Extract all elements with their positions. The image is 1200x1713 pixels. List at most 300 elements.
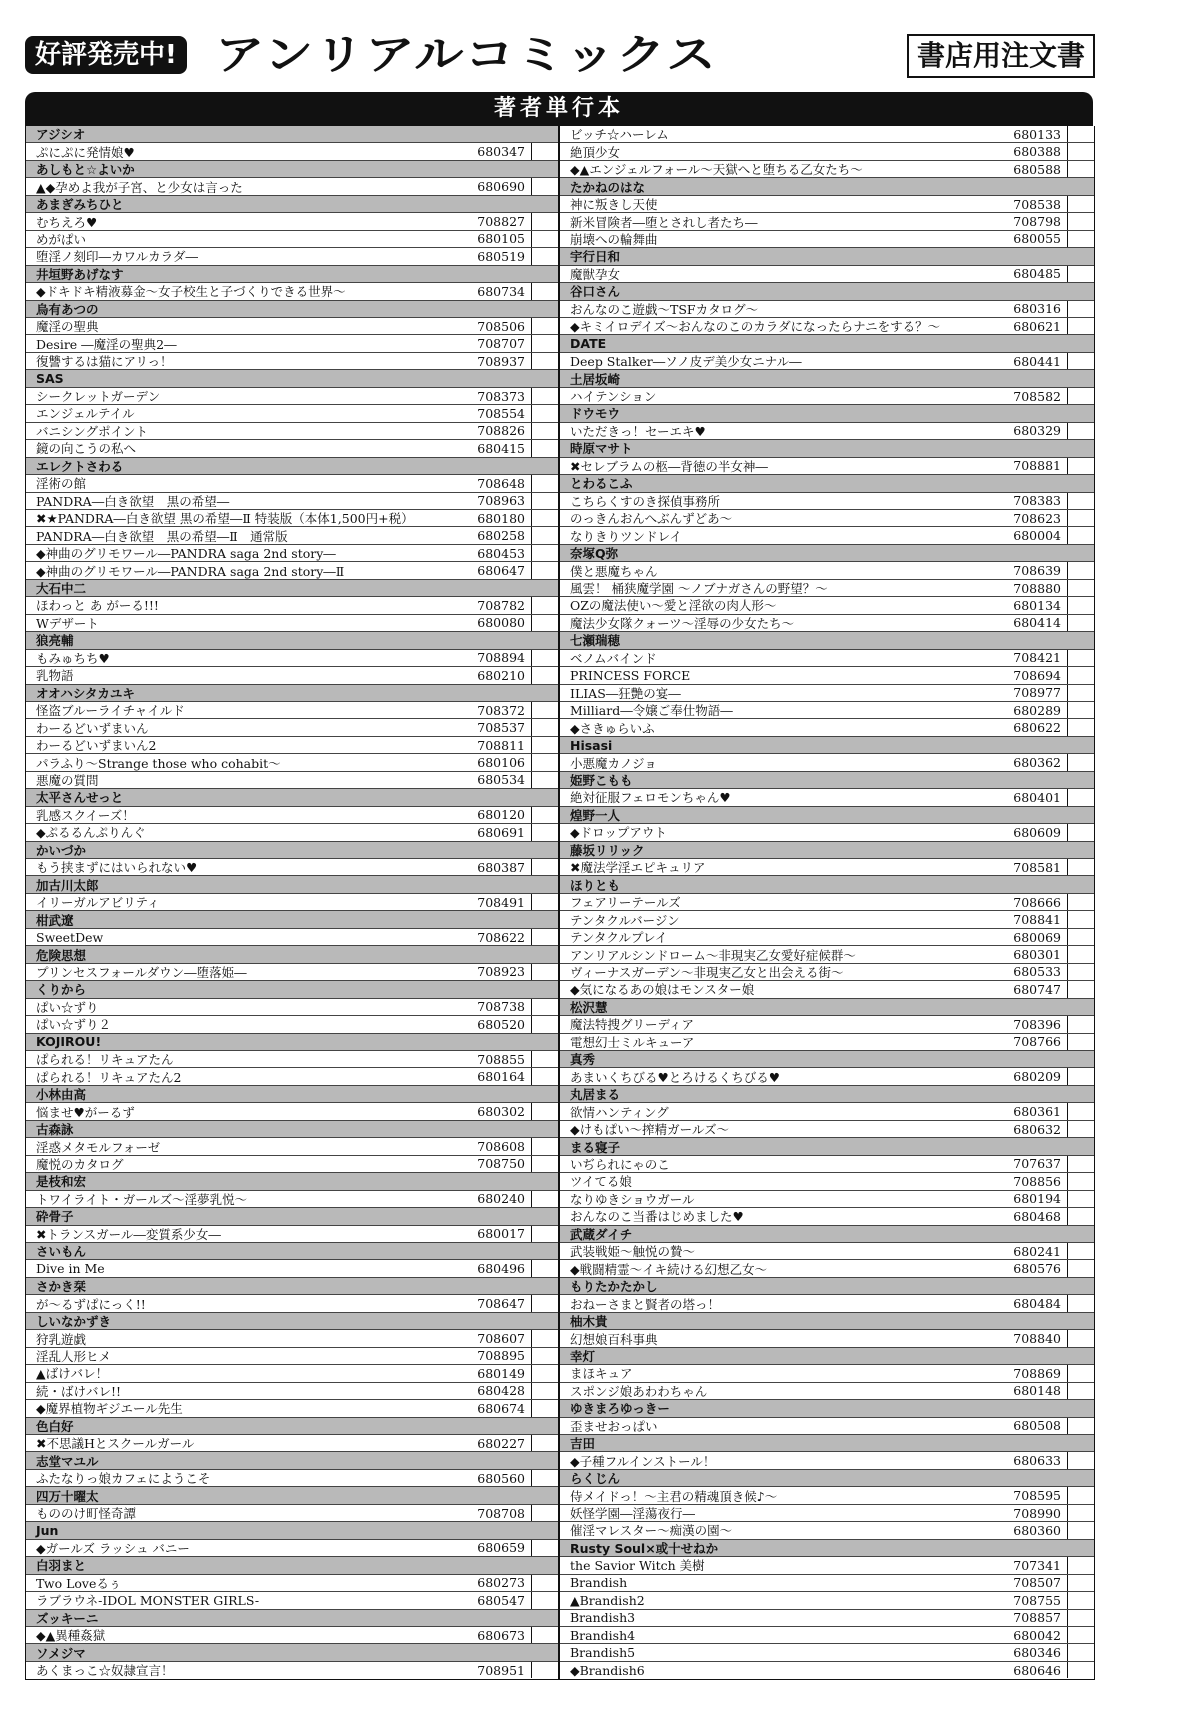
author-name: 柚木貴 <box>570 1314 608 1330</box>
author-name: 色白好 <box>36 1418 74 1434</box>
order-quantity-box[interactable] <box>1067 981 1094 997</box>
title-row <box>560 1191 1094 1208</box>
order-quantity-box[interactable] <box>1067 859 1094 875</box>
order-quantity-box[interactable] <box>531 510 558 526</box>
order-quantity-box[interactable] <box>531 545 558 561</box>
product-code: 680428 <box>477 1383 525 1399</box>
order-quantity-box <box>532 789 558 805</box>
title-row <box>560 1644 1094 1661</box>
product-code: 708666 <box>1013 894 1061 910</box>
product-code: 680646 <box>1013 1662 1061 1678</box>
order-quantity-box <box>532 876 558 892</box>
product-code: 680133 <box>1013 126 1061 142</box>
order-quantity-box[interactable] <box>531 807 558 823</box>
order-quantity-box[interactable] <box>531 702 558 718</box>
title-row <box>560 1034 1094 1051</box>
order-quantity-box <box>1068 440 1094 456</box>
order-quantity-box[interactable] <box>1067 231 1094 247</box>
product-code: 680042 <box>1013 1627 1061 1643</box>
author-row <box>26 1644 558 1661</box>
title-row <box>560 1418 1094 1435</box>
book-title: いぢられにゃのこ <box>570 1156 670 1172</box>
title-row <box>560 1592 1094 1609</box>
title-row <box>26 1156 558 1173</box>
book-title: 狩乳遊戯 <box>36 1331 87 1347</box>
author-name: 太平さんせっと <box>36 790 124 806</box>
title-row <box>560 964 1094 981</box>
order-quantity-box[interactable] <box>1067 318 1094 334</box>
product-code: 680534 <box>477 772 525 788</box>
book-title: 乳感スクイーズ！ <box>36 807 135 823</box>
product-code: 708506 <box>477 318 525 334</box>
order-quantity-box[interactable] <box>531 248 558 264</box>
order-quantity-box[interactable] <box>1067 1418 1094 1434</box>
order-quantity-box[interactable] <box>1067 527 1094 543</box>
author-name: 七瀬瑞穂 <box>570 633 621 649</box>
order-quantity-box[interactable] <box>1067 580 1094 596</box>
order-quantity-box[interactable] <box>531 1470 558 1486</box>
order-quantity-box[interactable] <box>531 353 558 369</box>
title-row <box>560 231 1094 248</box>
order-quantity-box <box>532 1452 558 1468</box>
product-code: 680301 <box>1013 947 1061 963</box>
book-title: フェアリーテールズ <box>570 895 681 911</box>
order-quantity-box[interactable] <box>1067 1034 1094 1050</box>
order-quantity-box[interactable] <box>531 615 558 631</box>
product-code: 680415 <box>477 440 525 456</box>
title-row <box>560 1260 1094 1277</box>
order-quantity-box[interactable] <box>1067 1522 1094 1538</box>
order-quantity-box[interactable] <box>1067 929 1094 945</box>
author-row <box>560 475 1094 492</box>
author-row <box>560 1138 1094 1155</box>
title-row <box>26 859 558 876</box>
order-quantity-box[interactable] <box>531 1156 558 1172</box>
title-row <box>560 562 1094 579</box>
book-title: 魔悦のカタログ <box>36 1156 124 1172</box>
order-quantity-box[interactable] <box>1067 911 1094 927</box>
product-code: 680241 <box>1013 1243 1061 1259</box>
title-row <box>560 213 1094 230</box>
order-quantity-box[interactable] <box>531 440 558 456</box>
order-quantity-box <box>532 1557 558 1573</box>
title-row <box>560 161 1094 178</box>
order-quantity-box[interactable] <box>1067 754 1094 770</box>
title-row <box>26 1383 558 1400</box>
order-quantity-box[interactable] <box>1067 667 1094 683</box>
order-quantity-box[interactable] <box>531 859 558 875</box>
author-row <box>26 1034 558 1051</box>
author-row <box>26 580 558 597</box>
order-quantity-box[interactable] <box>531 1400 558 1416</box>
order-quantity-box[interactable] <box>1067 458 1094 474</box>
order-form-label: 書店用注文書 <box>907 34 1095 78</box>
order-quantity-box[interactable] <box>531 475 558 491</box>
order-quantity-box[interactable] <box>531 1505 558 1521</box>
product-code: 680134 <box>1013 597 1061 613</box>
order-quantity-box[interactable] <box>531 754 558 770</box>
order-quantity-box[interactable] <box>1067 597 1094 613</box>
title-row <box>560 1173 1094 1190</box>
order-quantity-box[interactable] <box>531 597 558 613</box>
order-quantity-box[interactable] <box>1067 615 1094 631</box>
order-quantity-box[interactable] <box>531 1348 558 1364</box>
order-quantity-box[interactable] <box>531 1435 558 1451</box>
title-row <box>26 545 558 562</box>
product-code: 680210 <box>477 667 525 683</box>
order-quantity-box[interactable] <box>531 650 558 666</box>
book-title: 絶対征服フェロモンちゃん♥ <box>570 790 731 806</box>
order-quantity-box[interactable] <box>1067 1505 1094 1521</box>
order-quantity-box <box>1068 370 1094 386</box>
order-quantity-box[interactable] <box>1067 1103 1094 1119</box>
order-quantity-box <box>1068 405 1094 421</box>
product-code: 707341 <box>1013 1557 1061 1573</box>
order-quantity-box[interactable] <box>531 1540 558 1556</box>
order-quantity-box[interactable] <box>1067 1365 1094 1381</box>
author-row <box>560 1435 1094 1452</box>
order-quantity-box[interactable] <box>1067 946 1094 962</box>
title-row <box>560 719 1094 736</box>
title-row <box>26 737 558 754</box>
title-row <box>560 894 1094 911</box>
author-row <box>26 1452 558 1469</box>
order-quantity-box[interactable] <box>1067 266 1094 282</box>
brand-logo: アンリアルコミックス <box>215 30 717 79</box>
order-quantity-box[interactable] <box>1067 196 1094 212</box>
order-quantity-box[interactable] <box>1067 161 1094 177</box>
book-title: 小悪魔カノジョ <box>570 755 657 771</box>
order-quantity-box <box>1068 1138 1094 1154</box>
product-code: 708827 <box>477 213 525 229</box>
order-quantity-box[interactable] <box>1067 353 1094 369</box>
order-quantity-box <box>1068 842 1094 858</box>
author-name: たかねのはな <box>570 179 646 195</box>
product-code: 708990 <box>1013 1505 1061 1521</box>
book-title: ◆神曲のグリモワール―PANDRA saga 2nd story― <box>36 546 336 562</box>
book-title: まほキュア <box>570 1366 633 1382</box>
order-quantity-box[interactable] <box>1067 1173 1094 1189</box>
author-row <box>26 1086 558 1103</box>
product-code: 680674 <box>477 1400 525 1416</box>
order-quantity-box <box>532 1121 558 1137</box>
product-code: 680485 <box>1013 266 1061 282</box>
title-row <box>560 126 1094 143</box>
book-title: OZの魔法使い～愛と淫欲の肉人形～ <box>570 598 777 614</box>
author-name: 煌野一人 <box>570 807 621 823</box>
book-title: ◆さきゅらいふ <box>570 720 655 736</box>
order-quantity-box[interactable] <box>531 1295 558 1311</box>
title-row <box>560 1557 1094 1574</box>
order-quantity-box[interactable] <box>1067 719 1094 735</box>
order-quantity-box[interactable] <box>1067 1557 1094 1573</box>
order-quantity-box[interactable] <box>531 964 558 980</box>
order-quantity-box[interactable] <box>531 1627 558 1643</box>
product-code: 708798 <box>1013 213 1061 229</box>
product-code: 680632 <box>1013 1121 1061 1137</box>
order-quantity-box[interactable] <box>1067 824 1094 840</box>
author-name: SAS <box>36 371 64 387</box>
order-quantity-box[interactable] <box>531 1016 558 1032</box>
book-title: 僕と悪魔ちゃん <box>570 563 658 579</box>
author-row <box>26 1313 558 1330</box>
order-quantity-box[interactable] <box>1067 126 1094 142</box>
title-row <box>26 999 558 1016</box>
author-row <box>560 1086 1094 1103</box>
title-row <box>560 1627 1094 1644</box>
title-row <box>560 1243 1094 1260</box>
product-code: 680069 <box>1013 929 1061 945</box>
order-quantity-box <box>532 458 558 474</box>
order-quantity-box[interactable] <box>531 824 558 840</box>
order-quantity-box[interactable] <box>531 178 558 194</box>
order-quantity-box[interactable] <box>1067 1260 1094 1276</box>
order-quantity-box[interactable] <box>1067 650 1094 666</box>
title-row <box>26 1435 558 1452</box>
order-quantity-box[interactable] <box>531 1191 558 1207</box>
order-quantity-box[interactable] <box>531 1260 558 1276</box>
order-quantity-box[interactable] <box>531 335 558 351</box>
book-title: 魔淫の聖典 <box>36 319 99 335</box>
order-quantity-box <box>1068 1051 1094 1067</box>
author-name: ほりとも <box>570 877 621 893</box>
title-row <box>560 1505 1094 1522</box>
book-title: ベノムバインド <box>570 650 657 666</box>
order-quantity-box <box>1068 178 1094 194</box>
order-quantity-box[interactable] <box>531 894 558 910</box>
order-quantity-box[interactable] <box>1067 702 1094 718</box>
order-quantity-box[interactable] <box>531 999 558 1015</box>
order-quantity-box[interactable] <box>531 1226 558 1242</box>
order-quantity-box[interactable] <box>1067 1191 1094 1207</box>
order-quantity-box[interactable] <box>531 1662 558 1678</box>
order-quantity-box[interactable] <box>531 1592 558 1608</box>
book-title: ツイてる娘 <box>570 1174 632 1190</box>
order-quantity-box[interactable] <box>531 388 558 404</box>
order-quantity-box <box>1068 1086 1094 1102</box>
book-title: 絶頂少女 <box>570 144 621 160</box>
order-quantity-box[interactable] <box>1067 1610 1094 1626</box>
order-quantity-box[interactable] <box>531 929 558 945</box>
book-title: ◆Brandish6 <box>570 1662 645 1678</box>
book-title: ◆▲エンジェルフォール～天獄へと堕ちる乙女たち～ <box>570 162 863 178</box>
author-name: らくじん <box>570 1471 621 1487</box>
order-quantity-box[interactable] <box>1067 1383 1094 1399</box>
order-quantity-box[interactable] <box>531 405 558 421</box>
title-row <box>560 702 1094 719</box>
title-row <box>560 266 1094 283</box>
order-quantity-box <box>532 911 558 927</box>
product-code: 708895 <box>477 1348 525 1364</box>
author-name: 奈塚Q弥 <box>570 546 619 562</box>
order-quantity-box[interactable] <box>531 1103 558 1119</box>
title-row <box>560 458 1094 475</box>
order-quantity-box <box>532 196 558 212</box>
product-code: 708881 <box>1013 458 1061 474</box>
order-quantity-box[interactable] <box>1067 1644 1094 1660</box>
author-name: エレクトさわる <box>36 458 124 474</box>
order-quantity-box[interactable] <box>531 1365 558 1381</box>
book-title: 武装戦姫～触悦の贄～ <box>570 1244 696 1260</box>
product-code: 708648 <box>477 475 525 491</box>
order-quantity-box[interactable] <box>1067 510 1094 526</box>
book-title: 堕淫ノ刻印―カワルカラダ― <box>36 249 199 265</box>
order-quantity-box[interactable] <box>531 737 558 753</box>
product-code: 708937 <box>477 353 525 369</box>
order-quantity-box[interactable] <box>531 527 558 543</box>
order-quantity-box <box>532 266 558 282</box>
order-quantity-box[interactable] <box>531 772 558 788</box>
order-quantity-box[interactable] <box>1067 388 1094 404</box>
order-quantity-box[interactable] <box>1067 964 1094 980</box>
title-row <box>26 1365 558 1382</box>
book-title: 淫乱人形ヒメ <box>36 1348 112 1364</box>
book-title: 淫術の館 <box>36 476 87 492</box>
order-quantity-box[interactable] <box>531 318 558 334</box>
order-quantity-box <box>532 1522 558 1538</box>
book-title: わーるどいずまいん <box>36 720 149 736</box>
author-row <box>560 842 1094 859</box>
author-name: まる寝子 <box>570 1139 621 1155</box>
order-quantity-box[interactable] <box>1067 1295 1094 1311</box>
order-quantity-box[interactable] <box>1067 789 1094 805</box>
book-title: 乳物語 <box>36 668 74 684</box>
book-title: 怪盗ブルーライチャイルド <box>36 703 185 719</box>
order-quantity-box[interactable] <box>1067 1487 1094 1503</box>
order-quantity-box[interactable] <box>1067 1330 1094 1346</box>
order-quantity-box[interactable] <box>1067 301 1094 317</box>
order-quantity-box[interactable] <box>531 1138 558 1154</box>
book-title: アンリアルシンドローム～非現実乙女愛好症候群～ <box>570 947 856 963</box>
order-quantity-box[interactable] <box>1067 894 1094 910</box>
order-quantity-box[interactable] <box>531 283 558 299</box>
order-quantity-box[interactable] <box>531 667 558 683</box>
order-quantity-box <box>532 1208 558 1224</box>
order-quantity-box[interactable] <box>1067 1068 1094 1084</box>
order-quantity-box <box>532 370 558 386</box>
order-quantity-box <box>1068 999 1094 1015</box>
book-title: なりきりツンドレイ <box>570 528 682 544</box>
order-quantity-box[interactable] <box>531 1575 558 1591</box>
title-row <box>560 1330 1094 1347</box>
author-row <box>26 842 558 859</box>
order-quantity-box[interactable] <box>531 1068 558 1084</box>
order-quantity-box <box>1068 335 1094 351</box>
product-code: 680622 <box>1013 720 1061 736</box>
order-quantity-box[interactable] <box>531 1383 558 1399</box>
product-code: 680647 <box>477 563 525 579</box>
order-quantity-box[interactable] <box>1067 685 1094 701</box>
product-code: 680180 <box>477 510 525 526</box>
order-quantity-box[interactable] <box>531 562 558 578</box>
order-quantity-box[interactable] <box>1067 1243 1094 1259</box>
product-code: 680519 <box>477 248 525 264</box>
order-quantity-box <box>532 1243 558 1259</box>
order-quantity-box[interactable] <box>531 1330 558 1346</box>
book-title: Dive in Me <box>36 1261 105 1277</box>
book-title: テンタクルプレイ <box>570 930 668 946</box>
book-title: ◆神曲のグリモワール―PANDRA saga 2nd story―Ⅱ <box>36 563 345 579</box>
order-quantity-box <box>532 632 558 648</box>
title-row <box>560 423 1094 440</box>
product-code: 708607 <box>477 1330 525 1346</box>
product-code: 708373 <box>477 388 525 404</box>
order-quantity-box[interactable] <box>1067 1016 1094 1032</box>
book-title: 歪ませおっぱい <box>570 1418 658 1434</box>
order-quantity-box[interactable] <box>531 231 558 247</box>
order-quantity-box[interactable] <box>1067 1121 1094 1137</box>
order-quantity-box[interactable] <box>1067 213 1094 229</box>
title-row <box>560 1383 1094 1400</box>
order-quantity-box[interactable] <box>531 213 558 229</box>
author-name: 小林由高 <box>36 1087 87 1103</box>
author-name: 時原マサト <box>570 441 633 457</box>
order-quantity-box[interactable] <box>1067 493 1094 509</box>
author-name: DATE <box>570 336 607 352</box>
title-row <box>26 527 558 544</box>
order-quantity-box[interactable] <box>1067 1575 1094 1591</box>
order-quantity-box[interactable] <box>1067 1592 1094 1608</box>
product-code: 708750 <box>477 1156 525 1172</box>
book-title: ◆ドロップアウト <box>570 825 667 841</box>
order-quantity-box[interactable] <box>1067 423 1094 439</box>
author-row <box>26 196 558 213</box>
author-name: 谷口さん <box>570 284 621 300</box>
order-quantity-box <box>532 126 558 142</box>
order-quantity-box <box>532 1644 558 1660</box>
order-quantity-box[interactable] <box>1067 1452 1094 1468</box>
author-name: 武蔵ダイチ <box>570 1226 633 1242</box>
author-row <box>26 1121 558 1138</box>
order-quantity-box[interactable] <box>531 423 558 439</box>
order-quantity-box <box>1068 1226 1094 1242</box>
product-code: 680329 <box>1013 423 1061 439</box>
title-row <box>560 1295 1094 1312</box>
author-name: もりたかたかし <box>570 1279 658 1295</box>
product-code: 708622 <box>477 929 525 945</box>
title-row <box>26 493 558 510</box>
order-quantity-box[interactable] <box>1067 1662 1094 1678</box>
product-code: 680496 <box>477 1261 525 1277</box>
book-title: PANDRA―白き欲望 黒の希望―Ⅱ 通常版 <box>36 528 288 544</box>
title-row <box>26 1348 558 1365</box>
title-row <box>26 231 558 248</box>
author-row <box>26 1208 558 1225</box>
order-quantity-box[interactable] <box>1067 1208 1094 1224</box>
product-code: 708639 <box>1013 563 1061 579</box>
order-quantity-box[interactable] <box>531 493 558 509</box>
order-quantity-box[interactable] <box>1067 1627 1094 1643</box>
author-name: とわるこふ <box>570 476 633 492</box>
product-code: 708869 <box>1013 1365 1061 1381</box>
title-row <box>560 1487 1094 1504</box>
title-row <box>560 685 1094 702</box>
order-quantity-box <box>1068 1470 1094 1486</box>
order-quantity-box[interactable] <box>1067 562 1094 578</box>
product-code: 680227 <box>477 1435 525 1451</box>
order-quantity-box[interactable] <box>531 1051 558 1067</box>
order-quantity-box[interactable] <box>531 143 558 159</box>
order-quantity-box[interactable] <box>1067 143 1094 159</box>
order-quantity-box[interactable] <box>531 719 558 735</box>
author-row <box>560 283 1094 300</box>
order-quantity-box[interactable] <box>1067 1156 1094 1172</box>
order-quantity-box <box>1068 1313 1094 1329</box>
author-row <box>26 126 558 143</box>
product-code: 680484 <box>1013 1296 1061 1312</box>
author-row <box>26 946 558 963</box>
product-code: 708372 <box>477 702 525 718</box>
